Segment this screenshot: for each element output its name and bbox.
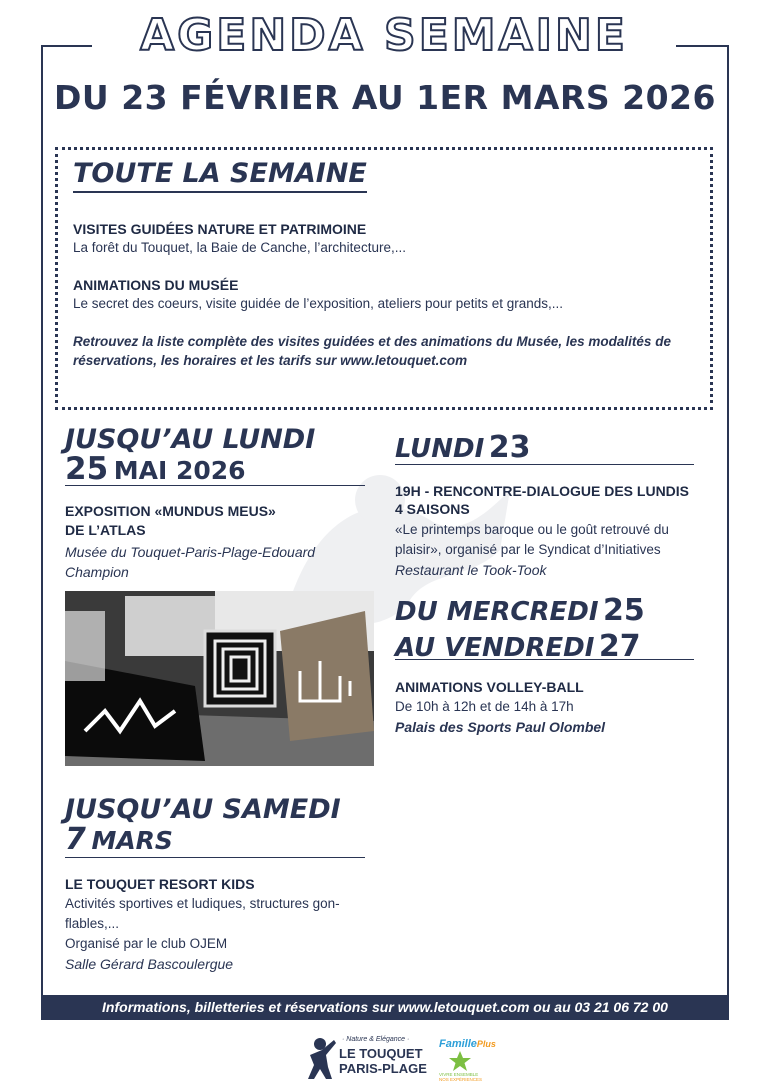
famille-plus-star-icon <box>449 1051 471 1071</box>
logo-tagline: · Nature & Elégance · <box>342 1036 410 1043</box>
kids-text-line1: Activités sportives et ludiques, structures gon- <box>65 896 340 911</box>
volley-heading-word1: DU MERCREDI <box>395 597 599 627</box>
volley-heading-word2: AU VENDREDI <box>395 633 595 663</box>
kids-heading-line1: JUSQU’AU SAMEDI <box>65 794 341 825</box>
logo-line1: LE TOUQUET <box>339 1046 423 1061</box>
page-title: AGENDA SEMAINE <box>140 10 628 61</box>
volley-place: Palais des Sports Paul Olombel <box>395 719 606 735</box>
famille-word: Famille <box>439 1038 477 1050</box>
exhibit-heading-day: 25 <box>65 451 109 487</box>
volley-heading-block <box>395 593 694 664</box>
monday-heading-word: LUNDI <box>395 434 485 464</box>
kids-heading-day: 7 <box>65 822 86 857</box>
kids-place: Salle Gérard Bascoulergue <box>65 956 234 972</box>
monday-text-line2: plaisir», organisé par le Syndicat d’Initiatives <box>395 542 661 557</box>
kids-text-line2: flables,... <box>65 916 120 931</box>
monday-title-line2: 4 SAISONS <box>395 501 470 517</box>
date-range: DU 23 FÉVRIER AU 1ER MARS 2026 <box>54 78 716 117</box>
volley-heading-line2 <box>395 631 694 667</box>
kids-text-line3: Organisé par le club OJEM <box>65 936 228 951</box>
exhibit-heading-line2 <box>65 451 365 488</box>
volley-text: De 10h à 12h et de 14h à 17h <box>395 699 574 714</box>
exhibition-photo <box>65 591 374 766</box>
kids-heading-line2 <box>65 822 365 859</box>
volley-heading-line1 <box>395 595 694 631</box>
week-item-text: La forêt du Touquet, la Baie de Canche, l’architecture,... <box>73 240 406 255</box>
week-note-line1: Retrouvez la liste complète des visites guidées et des animations du Musée, les modalités de <box>73 334 671 349</box>
le-touquet-logo <box>306 1035 427 1080</box>
week-item-title: VISITES GUIDÉES NATURE ET PATRIMOINE <box>73 221 367 237</box>
week-note-line2: réservations, les horaires et les tarifs sur www.letouquet.com <box>73 353 468 368</box>
exhibit-heading-block <box>65 425 365 486</box>
footer-info-bar: Informations, billetteries et réservations sur www.letouquet.com ou au 03 21 06 72 00 <box>41 995 729 1020</box>
kids-heading-block <box>65 795 365 858</box>
week-item-title: ANIMATIONS DU MUSÉE <box>73 277 239 293</box>
volley-heading-day2: 27 <box>598 629 641 664</box>
famille-sub2: NOS EXPÉRIENCES <box>439 1077 483 1082</box>
famille-sub1: VIVRE ENSEMBLE <box>439 1072 479 1077</box>
kids-title: LE TOUQUET RESORT KIDS <box>65 876 255 892</box>
monday-title-line1: 19H - RENCONTRE-DIALOGUE DES LUNDIS <box>395 483 690 499</box>
monday-heading-day: 23 <box>488 430 531 465</box>
monday-text-line1: «Le printemps baroque ou le goût retrouvé du <box>395 522 669 537</box>
exhibit-title-line1: EXPOSITION «MUNDUS MEUS» <box>65 503 276 519</box>
volley-heading-day1: 25 <box>602 593 645 628</box>
logo-line2: PARIS-PLAGE <box>339 1061 427 1076</box>
exhibit-title-line2: DE L’ATLAS <box>65 522 146 538</box>
le-touquet-figure-icon <box>306 1035 338 1080</box>
exhibit-place-line2: Champion <box>65 564 129 580</box>
week-heading: TOUTE LA SEMAINE <box>73 158 367 193</box>
week-item-text: Le secret des coeurs, visite guidée de l’exposition, ateliers pour petits et grands,... <box>73 296 564 311</box>
exhibit-place-line1: Musée du Touquet-Paris-Plage-Edouard <box>65 544 316 560</box>
exhibit-heading-month: MAI 2026 <box>113 456 246 485</box>
volley-title: ANIMATIONS VOLLEY-BALL <box>395 679 584 695</box>
exhibit-heading-line1: JUSQU’AU LUNDI <box>65 424 316 455</box>
famille-plus-logo <box>437 1036 497 1082</box>
kids-heading-month: MARS <box>91 826 173 855</box>
monday-place: Restaurant le Took-Took <box>395 562 547 578</box>
plus-word: Plus <box>476 1039 496 1049</box>
monday-heading-block <box>395 430 694 465</box>
